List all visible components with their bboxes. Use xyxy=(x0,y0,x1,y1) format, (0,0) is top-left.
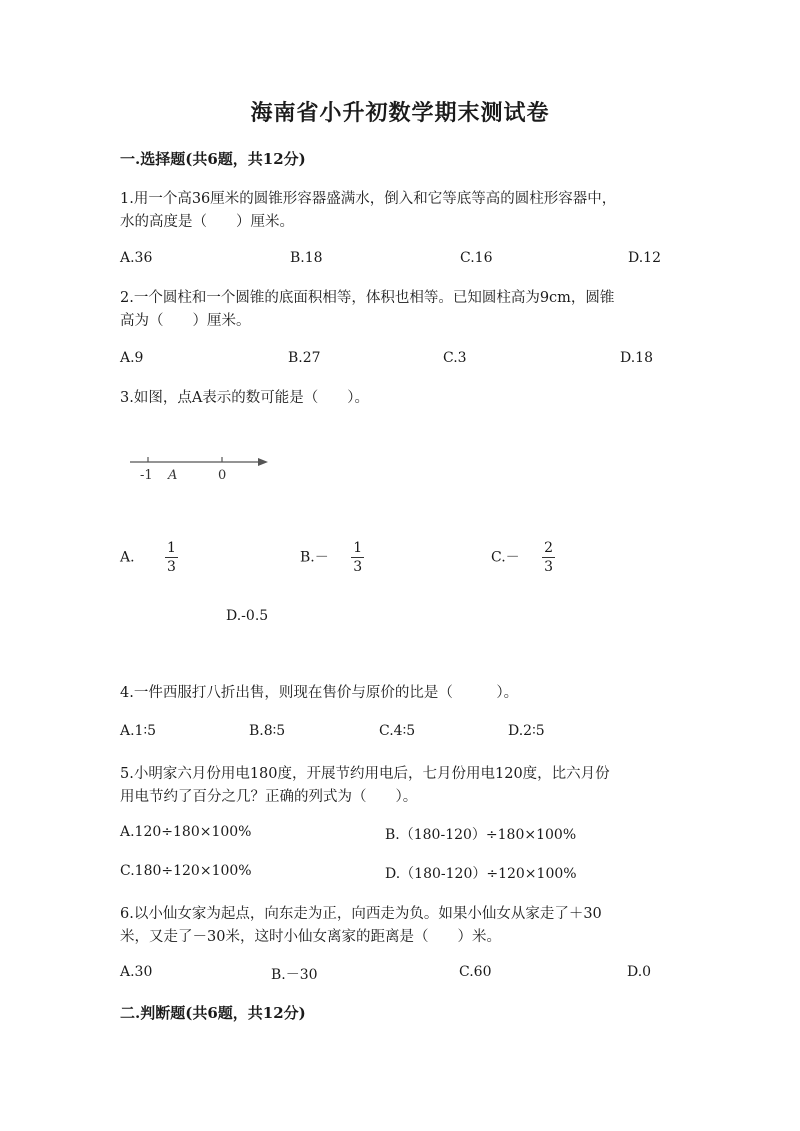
fraction-bar xyxy=(165,557,178,558)
question-1 xyxy=(120,188,680,234)
fraction-numerator: 1 xyxy=(353,540,363,556)
question-5-line-1: 5.小明家六月份用电180度，开展节约用电后，七月份用电120度，比六月份 xyxy=(120,766,610,782)
q4-option-c[interactable]: C.4∶5 xyxy=(379,723,416,739)
fraction-denominator: 3 xyxy=(353,559,363,575)
question-2-line-1: 2.一个圆柱和一个圆锥的底面积相等，体积也相等。已知圆柱高为9cm，圆锥 xyxy=(120,290,615,306)
q3-option-c[interactable] xyxy=(491,540,555,575)
q2-option-b[interactable]: B.27 xyxy=(288,350,321,366)
q3-option-a-prefix: A. xyxy=(120,549,135,566)
q3-option-c-prefix: C.－ xyxy=(491,549,520,566)
q4-option-a[interactable]: A.1∶5 xyxy=(120,723,157,739)
q6-option-a[interactable]: A.30 xyxy=(120,964,153,980)
section-heading-choice: 一.选择题(共6题，共12分) xyxy=(120,150,306,168)
q4-option-b[interactable]: B.8∶5 xyxy=(249,723,286,739)
q5-option-b[interactable]: B.（180-120）÷180×100% xyxy=(385,827,577,843)
q3-option-b[interactable] xyxy=(300,540,364,575)
question-5 xyxy=(120,763,680,809)
q3-option-a[interactable] xyxy=(120,540,178,575)
q1-option-c[interactable]: C.16 xyxy=(460,250,493,266)
fraction-denominator: 3 xyxy=(544,559,554,575)
q2-option-a[interactable]: A.9 xyxy=(120,350,144,366)
q1-option-d[interactable]: D.12 xyxy=(628,250,661,266)
q5-option-d[interactable]: D.（180-120）÷120×100% xyxy=(385,866,577,882)
question-3: 3.如图，点A表示的数可能是（ ）。 xyxy=(120,390,370,406)
label-zero: 0 xyxy=(218,468,227,483)
fraction-numerator: 2 xyxy=(544,540,554,556)
q3-option-c-fraction xyxy=(542,540,555,575)
question-6 xyxy=(120,903,680,949)
page-title: 海南省小升初数学期末测试卷 xyxy=(250,100,550,126)
q1-option-b[interactable]: B.18 xyxy=(290,250,323,266)
q5-option-a[interactable]: A.120÷180×100% xyxy=(120,824,252,840)
label-neg1: -1 xyxy=(140,468,153,483)
q2-option-c[interactable]: C.3 xyxy=(443,350,467,366)
fraction-numerator: 1 xyxy=(167,540,176,556)
q2-option-d[interactable]: D.18 xyxy=(620,350,653,366)
number-line-arrow-icon xyxy=(258,458,268,466)
question-6-line-2: 米，又走了－30米，这时小仙女离家的距离是（ ）米。 xyxy=(120,929,501,945)
q6-option-c[interactable]: C.60 xyxy=(459,964,492,980)
question-6-line-1: 6.以小仙女家为起点，向东走为正，向西走为负。如果小仙女从家走了＋30 xyxy=(120,906,602,922)
label-point-a: A xyxy=(168,468,178,483)
q5-option-c[interactable]: C.180÷120×100% xyxy=(120,863,252,879)
q3-option-b-prefix: B.－ xyxy=(300,549,329,566)
question-2 xyxy=(120,287,680,333)
q3-option-b-fraction xyxy=(351,540,364,575)
fraction-bar xyxy=(351,557,364,558)
section-heading-judgment: 二.判断题(共6题，共12分) xyxy=(120,1004,306,1022)
q6-option-d[interactable]: D.0 xyxy=(627,964,652,980)
question-5-line-2: 用电节约了百分之几？正确的列式为（ ）。 xyxy=(120,789,418,805)
fraction-denominator: 3 xyxy=(167,559,176,575)
q6-option-b[interactable]: B.－30 xyxy=(271,967,318,983)
q1-option-a[interactable]: A.36 xyxy=(120,250,153,266)
question-4: 4.一件西服打八折出售，则现在售价与原价的比是（ ）。 xyxy=(120,685,519,701)
question-2-line-2: 高为（ ）厘米。 xyxy=(120,313,251,329)
q4-option-d[interactable]: D.2∶5 xyxy=(508,723,545,739)
fraction-bar xyxy=(542,557,555,558)
q3-option-d[interactable]: D.-0.5 xyxy=(226,608,269,624)
question-1-line-1: 1.用一个高36厘米的圆锥形容器盛满水，倒入和它等底等高的圆柱形容器中， xyxy=(120,191,617,207)
question-1-line-2: 水的高度是（ ）厘米。 xyxy=(120,214,294,230)
number-line-figure xyxy=(126,448,276,488)
q3-option-a-fraction xyxy=(165,540,178,575)
